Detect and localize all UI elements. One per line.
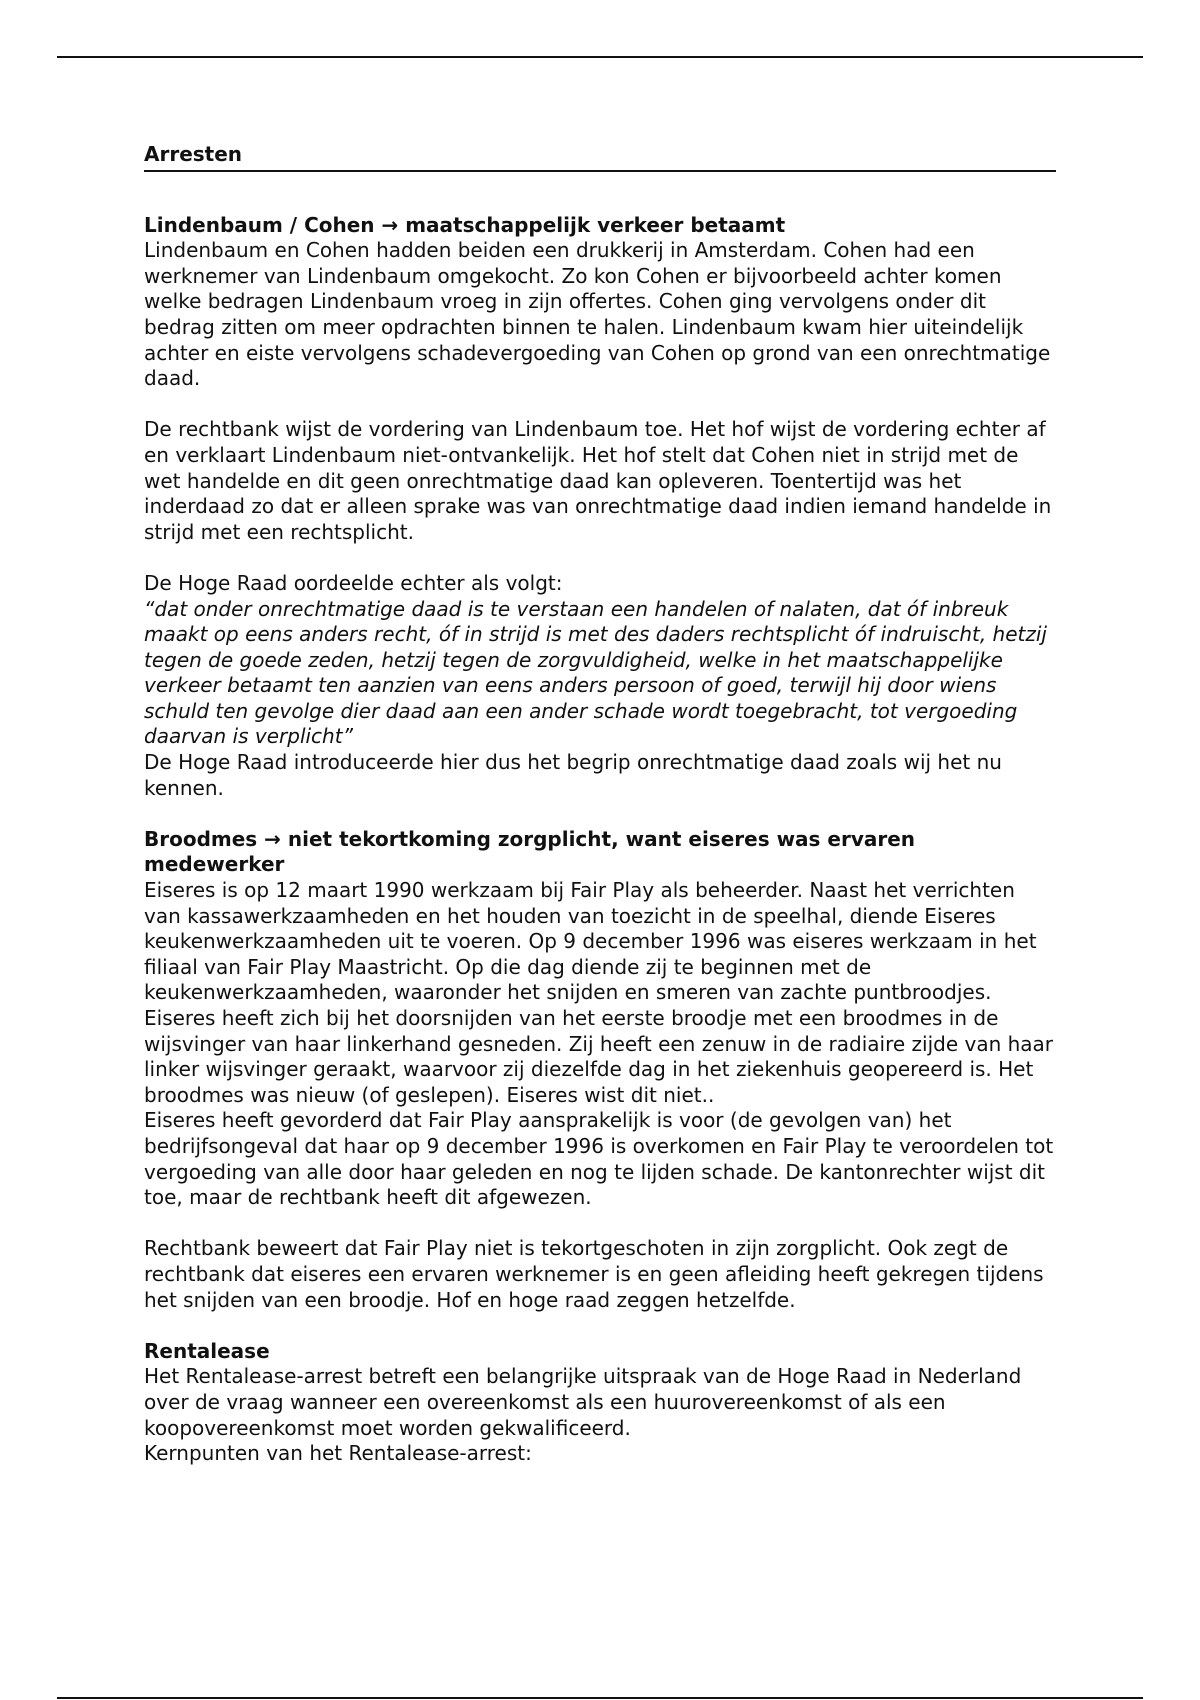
paragraph: Lindenbaum en Cohen hadden beiden een drukkerij in Amsterdam. Cohen had een werknemer van Lindenbaum omgekocht. Zo kon Cohen er bijvoorbeeld achter komen welke bedragen Lindenbaum vroeg in zijn offertes. Cohen ging vervolgens onder dit bedrag zitten om meer opdrachten binnen te halen. Lindenbaum kwam hier uiteindelijk achter en eiste vervolgens schadevergoeding van Cohen op grond van een onrechtmatige daad. — [144, 238, 1051, 391]
paragraph: De Hoge Raad introduceerde hier dus het begrip onrechtmatige daad zoals wij het nu kennen. — [144, 750, 1002, 800]
paragraph: De rechtbank wijst de vordering van Lindenbaum toe. Het hof wijst de vordering echter af en verklaart Lindenbaum niet-ontvankelijk. Het hof stelt dat Cohen niet in strijd met de wet handelde en dit geen onrechtmatige daad kan opleveren. Toentertijd was het inderdaad zo dat er alleen sprake was van onrechtmatige daad indien iemand handelde in strijd met een rechtsplicht. — [144, 417, 1052, 544]
paragraph: Kernpunten van het Rentalease-arrest: — [144, 1441, 532, 1466]
spacer — [144, 172, 1056, 213]
bottom-rule — [57, 1697, 1143, 1699]
paragraph: Eiseres is op 12 maart 1990 werkzaam bij Fair Play als beheerder. Naast het verrichten van kassawerkzaamheden en het houden van toezicht in de speelhal, diende Eiseres keukenwerkzaamheden uit te voeren. Op 9 december 1996 was eiseres werkzaam in het filiaal van Fair Play Maastricht. Op die dag diende zij te beginnen met de keukenwerkzaamheden, waaronder het snijden en smeren van zachte puntbroodjes. Eiseres heeft zich bij het doorsnijden van het eerste broodje met een broodmes in de wijsvinger van haar linkerhand gesneden. Zij heeft een zenuw in de radiaire zijde van haar linker wijsvinger geraakt, waarvoor zij diezelfde dag in het ziekenhuis geopereerd is. Het broodmes was nieuw (of geslepen). Eiseres wist dit niet.. — [144, 878, 1054, 1107]
section-lindenbaum-cohen — [144, 213, 1056, 802]
spacer — [144, 392, 1056, 418]
section-broodmes — [144, 827, 1056, 1313]
spacer — [144, 1211, 1056, 1237]
paragraph: Eiseres heeft gevorderd dat Fair Play aansprakelijk is voor (de gevolgen van) het bedrijfsongeval dat haar op 9 december 1996 is overkomen en Fair Play te veroordelen tot vergoeding van alle door haar geleden en nog te lijden schade. De kantonrechter wijst dit toe, maar de rechtbank heeft dit afgewezen. — [144, 1108, 1054, 1210]
paragraph: Rechtbank beweert dat Fair Play niet is tekortgeschoten in zijn zorgplicht. Ook zegt de rechtbank dat eiseres een ervaren werknemer is en geen afleiding heeft gekregen tijdens het snijden van een broodje. Hof en hoge raad zeggen hetzelfde. — [144, 1236, 1044, 1312]
spacer — [144, 801, 1056, 827]
section-rentalease — [144, 1339, 1056, 1467]
section-title: Rentalease — [144, 1338, 270, 1363]
spacer — [144, 1313, 1056, 1339]
section-title: Broodmes → niet tekortkoming zorgplicht, want eiseres was ervaren medewerker — [144, 826, 916, 877]
section-title: Lindenbaum / Cohen → maatschappelijk verkeer betaamt — [144, 212, 786, 237]
page-heading: Arresten — [144, 142, 1056, 172]
paragraph: Het Rentalease-arrest betreft een belangrijke uitspraak van de Hoge Raad in Nederland over de vraag wanneer een overeenkomst als een huurovereenkomst of als een koopovereenkomst moet worden gekwalificeerd. — [144, 1364, 1022, 1440]
paragraph: De Hoge Raad oordeelde echter als volgt: — [144, 570, 563, 595]
spacer — [144, 545, 1056, 571]
quote: “dat onder onrechtmatige daad is te verstaan een handelen of nalaten, dat óf inbreuk maakt op eens anders recht, óf in strijd is met des daders rechtsplicht óf indruischt, hetzij tegen de goede zeden, hetzij tegen de zorgvuldigheid, welke in het maatschappelijke verkeer betaamt ten aanzien van eens anders persoon of goed, terwijl hij door wiens schuld ten gevolge dier daad aan een ander schade wordt toegebracht, tot vergoeding daarvan is verplicht” — [144, 596, 1047, 749]
top-rule — [57, 56, 1143, 58]
document-body — [144, 142, 1056, 1467]
